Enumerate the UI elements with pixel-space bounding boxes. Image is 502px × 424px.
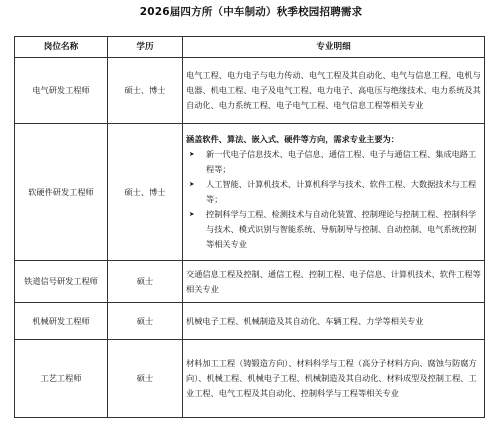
- major-details: 机械电子工程、机械制造及其自动化、车辆工程、力学等相关专业: [183, 303, 485, 340]
- major-details: [183, 124, 485, 261]
- list-item-text: 新一代电子信息技术、电子信息、通信工程、电子与通信工程、集成电路工程等；: [206, 149, 477, 174]
- table-row: [15, 124, 485, 261]
- header-degree: 学历: [108, 37, 183, 58]
- position-name: 软硬件研发工程师: [15, 124, 108, 261]
- table-row: [15, 261, 485, 303]
- table-header-row: [15, 37, 485, 58]
- position-name: 电气研发工程师: [15, 58, 108, 124]
- major-details: 材料加工工程（铸锻造方向）、材料科学与工程（高分子材料方向、腐蚀与防腐方向）、机械工程、机械电子工程、机械制造及其自动化、材料成型及控制工程、工业工程、电气工程及其自动化、控制科学与工程等相关专业: [183, 340, 485, 418]
- list-item-text: 人工智能、计算机技术、计算机科学与技术、软件工程、大数据技术与工程等；: [206, 179, 477, 204]
- arrow-bullet-icon: ➤: [189, 180, 195, 188]
- major-details: 交通信息工程及控制、通信工程、控制工程、电子信息、计算机技术、软件工程等相关专业: [183, 261, 485, 303]
- page-title: 2026届四方所（中车制动）秋季校园招聘需求: [139, 6, 363, 18]
- degree-requirement: 硕士、博士: [108, 124, 183, 261]
- list-item: [186, 147, 481, 177]
- position-name: 工艺工程师: [15, 340, 108, 418]
- degree-requirement: 硕士: [108, 303, 183, 340]
- position-name: 机械研发工程师: [15, 303, 108, 340]
- table-row: [15, 340, 485, 418]
- major-bullet-list: [186, 147, 481, 252]
- degree-requirement: 硕士: [108, 340, 183, 418]
- header-position: 岗位名称: [15, 37, 108, 58]
- degree-requirement: 硕士、博士: [108, 58, 183, 124]
- table-row: [15, 58, 485, 124]
- list-item-text: 控制科学与工程、检测技术与自动化装置、控制理论与控制工程、控制科学与技术、模式识别与智能系统、导航制导与控制、自动控制、电气系统控制等相关专业: [206, 209, 477, 249]
- list-item: [186, 177, 481, 207]
- direction-intro: 涵盖软件、算法、嵌入式、硬件等方向，需求专业主要为：: [186, 134, 399, 144]
- position-name: 铁道信号研发工程师: [15, 261, 108, 303]
- recruitment-table: [14, 36, 485, 418]
- header-major: 专业明细: [183, 37, 485, 58]
- list-item: [186, 207, 481, 252]
- degree-requirement: 硕士: [108, 261, 183, 303]
- table-row: [15, 303, 485, 340]
- major-details: 电气工程、电力电子与电力传动、电气工程及其自动化、电气与信息工程、电机与电器、机电工程、电子及电气工程、电力电子、高电压与绝缘技术、电力系统及其自动化、电力系统工程、电子电气工程、电气信息工程等相关专业: [183, 58, 485, 124]
- arrow-bullet-icon: ➤: [189, 210, 195, 218]
- arrow-bullet-icon: ➤: [189, 150, 195, 158]
